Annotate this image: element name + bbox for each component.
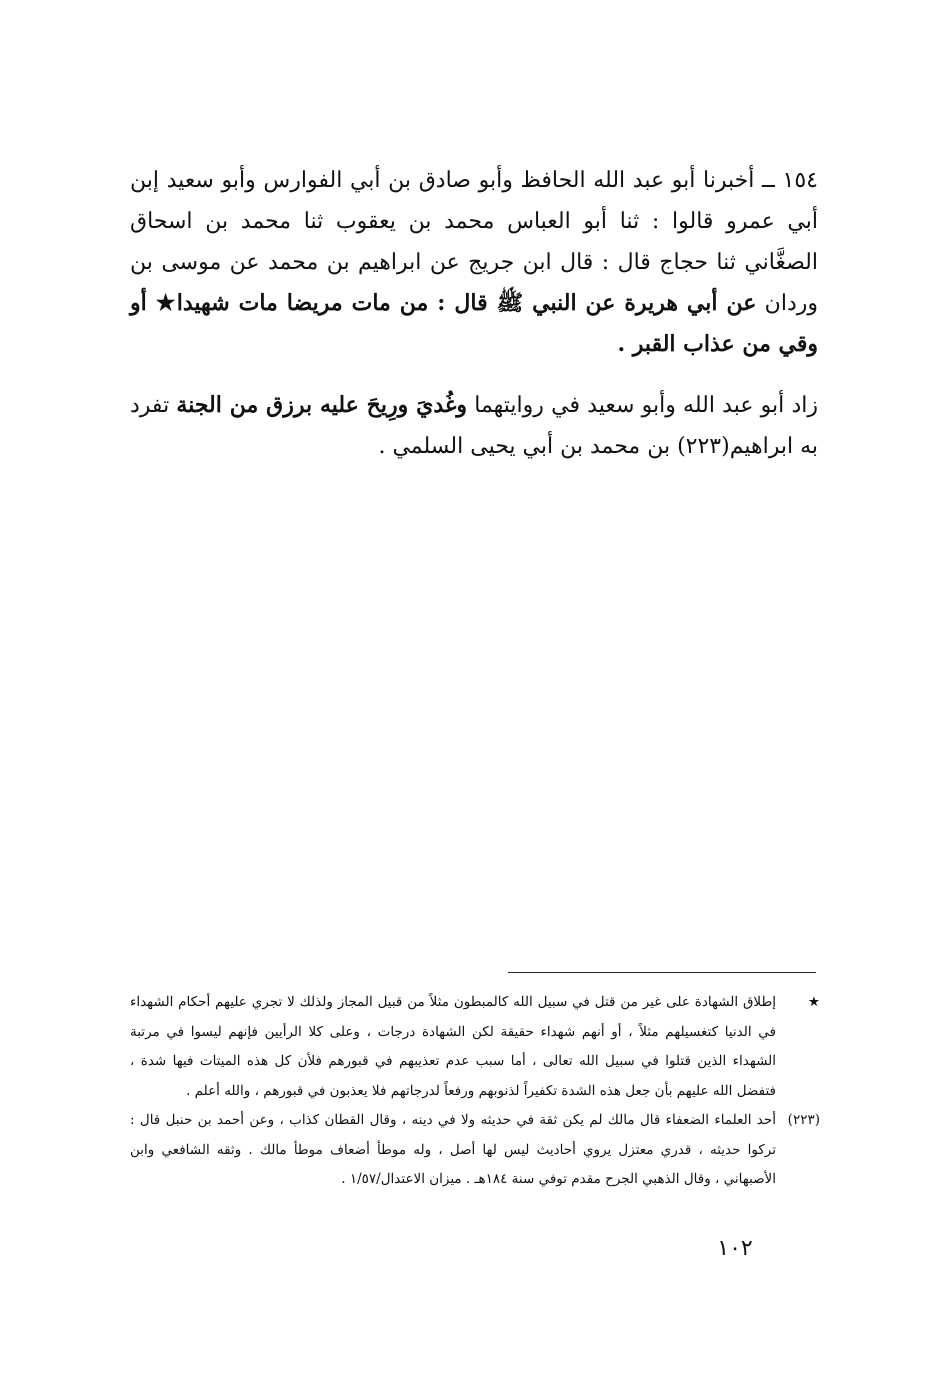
footnote-marker: (٢٢٣) — [787, 1112, 820, 1128]
hadith-text-bold: عن أبي هريرة عن النبي ﷺ قال : من مات مريضا مات شهيدا★ أو وقي من عذاب القبر . — [130, 290, 818, 357]
footnote-text: إطلاق الشهادة على غير من قتل في سبيل الله كالمبطون مثلاً من قبيل المجاز ولذلك لا تجري عليهم أحكام الشهداء في الدنيا كتغسيلهم مثلاً ، أو أنهم شهداء حقيقة لكن الشهادة درجات ، وعلى كلا الرأيين فإنهم ليسوا في مرتبة الشهداء الذين قتلوا في سبيل الله تعالى ، أما سبب عدم تعذيبهم في قبورهم فلأن كل هذه الميتات فيها شدة ، فتفضل الله عليهم بأن جعل هذه الشدة تكفيراً لذنوبهم ورفعاً لدرجاتهم فلا يعذبون في قبورهم ، والله أعلم . — [130, 994, 776, 1099]
addition-paragraph — [130, 385, 818, 467]
footnotes — [130, 988, 820, 1195]
addition-text-bold: وغُديَ ورِيحَ عليه برزق من الجنة — [176, 392, 468, 418]
footnote-text: أحد العلماء الضعفاء قال مالك لم يكن ثقة في حديثه ولا في دينه ، وقال القطان كذاب ، وعن أحمد بن حنبل قال : تركوا حديثه ، قدري معتزل يروي أحاديث ليس لها أصل ، وله موطأ أضعاف موطأ مالك . وثقه الشافعي وابن الأصبهاني ، وقال الذهبي الجرح مقدم توفي سنة ١٨٤هـ . ميزان الاعتدال/١/٥٧ . — [130, 1112, 776, 1187]
addition-text: زاد أبو عبد الله وأبو سعيد في روايتهما — [474, 393, 819, 418]
footnote-star — [130, 988, 820, 1106]
hadith-paragraph — [130, 160, 818, 365]
page-number: ١٠٢ — [717, 1236, 753, 1261]
main-text — [130, 160, 818, 467]
footnote-separator — [508, 972, 816, 973]
footnote-223 — [130, 1106, 820, 1195]
isnad-text: ــ أخبرنا أبو عبد الله الحافظ وأبو صادق بن أبي الفوارس وأبو سعيد إبن أبي عمرو قالوا : ثنا أبو العباس محمد بن يعقوب ثنا محمد بن اسحاق الصغَّاني ثنا حجاج قال : قال ابن جريج عن ابراهيم بن محمد عن موسى بن وردان — [130, 168, 818, 316]
hadith-number: ١٥٤ — [782, 168, 818, 193]
footnote-marker: ★ — [807, 994, 820, 1010]
narrator-note-text: تفرد به ابراهيم(٢٢٣) بن محمد بن أبي يحيى السلمي . — [130, 393, 818, 459]
